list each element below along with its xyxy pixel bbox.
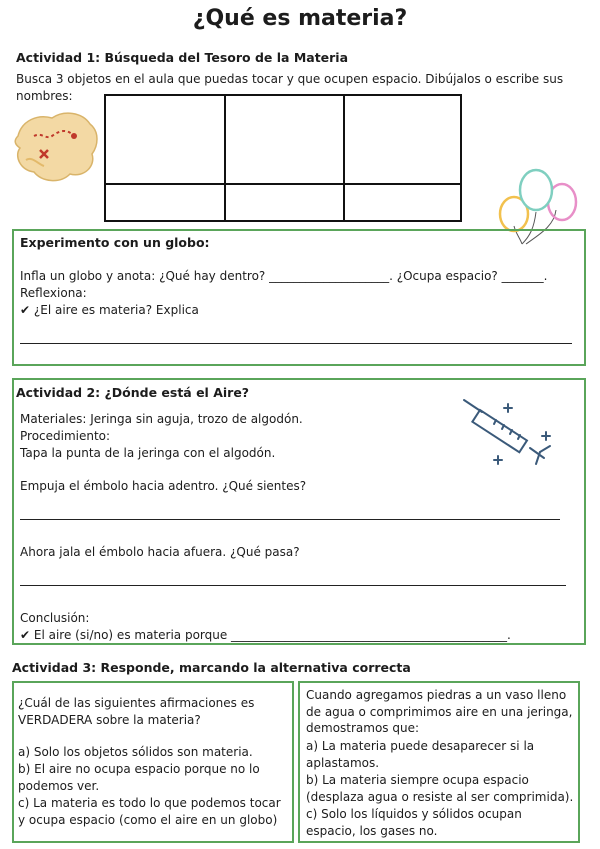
q2-question-line: Cuando agregamos piedras a un vaso lleno	[306, 688, 567, 702]
q1-option-b-line: podemos ver.	[18, 778, 100, 793]
activity3-right-box	[298, 681, 580, 843]
activity2-conclusion	[20, 627, 511, 644]
activity2-conclusion-label: Conclusión:	[20, 611, 90, 625]
q2-question-line: demostramos que:	[306, 721, 420, 735]
balloon-heading: Experimento con un globo:	[20, 235, 210, 250]
q1-option-b[interactable]	[18, 761, 260, 794]
q2-option-a[interactable]	[306, 738, 534, 771]
syringe-icon	[460, 396, 570, 476]
balloon-reflect-text: ¿El aire es materia? Explica	[33, 303, 199, 317]
grid-divider	[224, 96, 226, 220]
q2-option-b[interactable]	[306, 772, 573, 805]
page-title: ¿Qué es materia?	[192, 6, 408, 31]
balloon-question: Infla un globo y anota: ¿Qué hay dentro? ____________________. ¿Ocupa espacio? _______.	[20, 269, 548, 283]
q1-question	[18, 695, 254, 728]
treasure-map-icon	[12, 106, 102, 186]
drawing-grid[interactable]	[104, 94, 462, 222]
answer-line[interactable]	[20, 519, 560, 520]
activity2-question2: Ahora jala el émbolo hacia afuera. ¿Qué pasa?	[20, 545, 300, 559]
activity2-heading: Actividad 2: ¿Dónde está el Aire?	[16, 385, 250, 400]
activity2-procedure-label: Procedimiento:	[20, 429, 111, 443]
answer-line[interactable]	[20, 343, 572, 344]
q2-option-b-line: (desplaza agua o resiste al ser comprimida).	[306, 789, 574, 804]
activity2-question1: Empuja el émbolo hacia adentro. ¿Qué sientes?	[20, 479, 307, 493]
activity3-left-box	[12, 681, 294, 843]
check-icon: ✔	[20, 628, 31, 642]
activity3-heading: Actividad 3: Responde, marcando la alternativa correcta	[12, 660, 411, 675]
q2-question-line: de agua o comprimimos aire en una jeringa,	[306, 704, 573, 719]
grid-divider	[343, 96, 345, 220]
q2-option-c-line: espacio, los gases no.	[306, 823, 438, 838]
activity2-step1: Tapa la punta de la jeringa con el algodón.	[20, 446, 276, 460]
grid-divider	[106, 183, 460, 185]
q1-question-line: VERDADERA sobre la materia?	[18, 712, 201, 727]
answer-line[interactable]	[20, 585, 566, 586]
balloon-reflect-question	[20, 302, 199, 319]
q2-option-a-line: a) La materia puede desaparecer si la	[306, 739, 535, 753]
q2-question	[306, 687, 572, 737]
q1-option-b-line: b) El aire no ocupa espacio porque no lo	[18, 762, 260, 776]
activity2-box	[12, 378, 586, 645]
balloon-experiment-box	[12, 229, 586, 366]
q1-option-c[interactable]	[18, 795, 281, 828]
q2-option-c-line: c) Solo los líquidos y sólidos ocupan	[306, 807, 522, 821]
q1-option-a[interactable]: a) Solo los objetos sólidos son materia.	[18, 745, 253, 759]
activity1-instruction-line2: nombres:	[16, 88, 73, 103]
activity2-conclusion-text: El aire (si/no) es materia porque ______________________________________________.	[33, 628, 511, 642]
q1-option-c-line: c) La materia es todo lo que podemos tocar	[18, 796, 281, 810]
activity2-materials: Materiales: Jeringa sin aguja, trozo de algodón.	[20, 412, 303, 426]
check-icon: ✔	[20, 303, 31, 317]
balloon-reflect-label: Reflexiona:	[20, 286, 87, 300]
q2-option-a-line: aplastamos.	[306, 755, 380, 770]
q2-option-b-line: b) La materia siempre ocupa espacio	[306, 773, 529, 787]
q1-option-c-line: y ocupa espacio (como el aire en un globo)	[18, 812, 278, 827]
activity1-instruction-line1: Busca 3 objetos en el aula que puedas tocar y que ocupen espacio. Dibújalos o escribe sus	[16, 72, 564, 86]
q1-question-line: ¿Cuál de las siguientes afirmaciones es	[18, 696, 255, 710]
activity1-heading: Actividad 1: Búsqueda del Tesoro de la Materia	[16, 50, 349, 65]
q2-option-c[interactable]	[306, 806, 522, 839]
